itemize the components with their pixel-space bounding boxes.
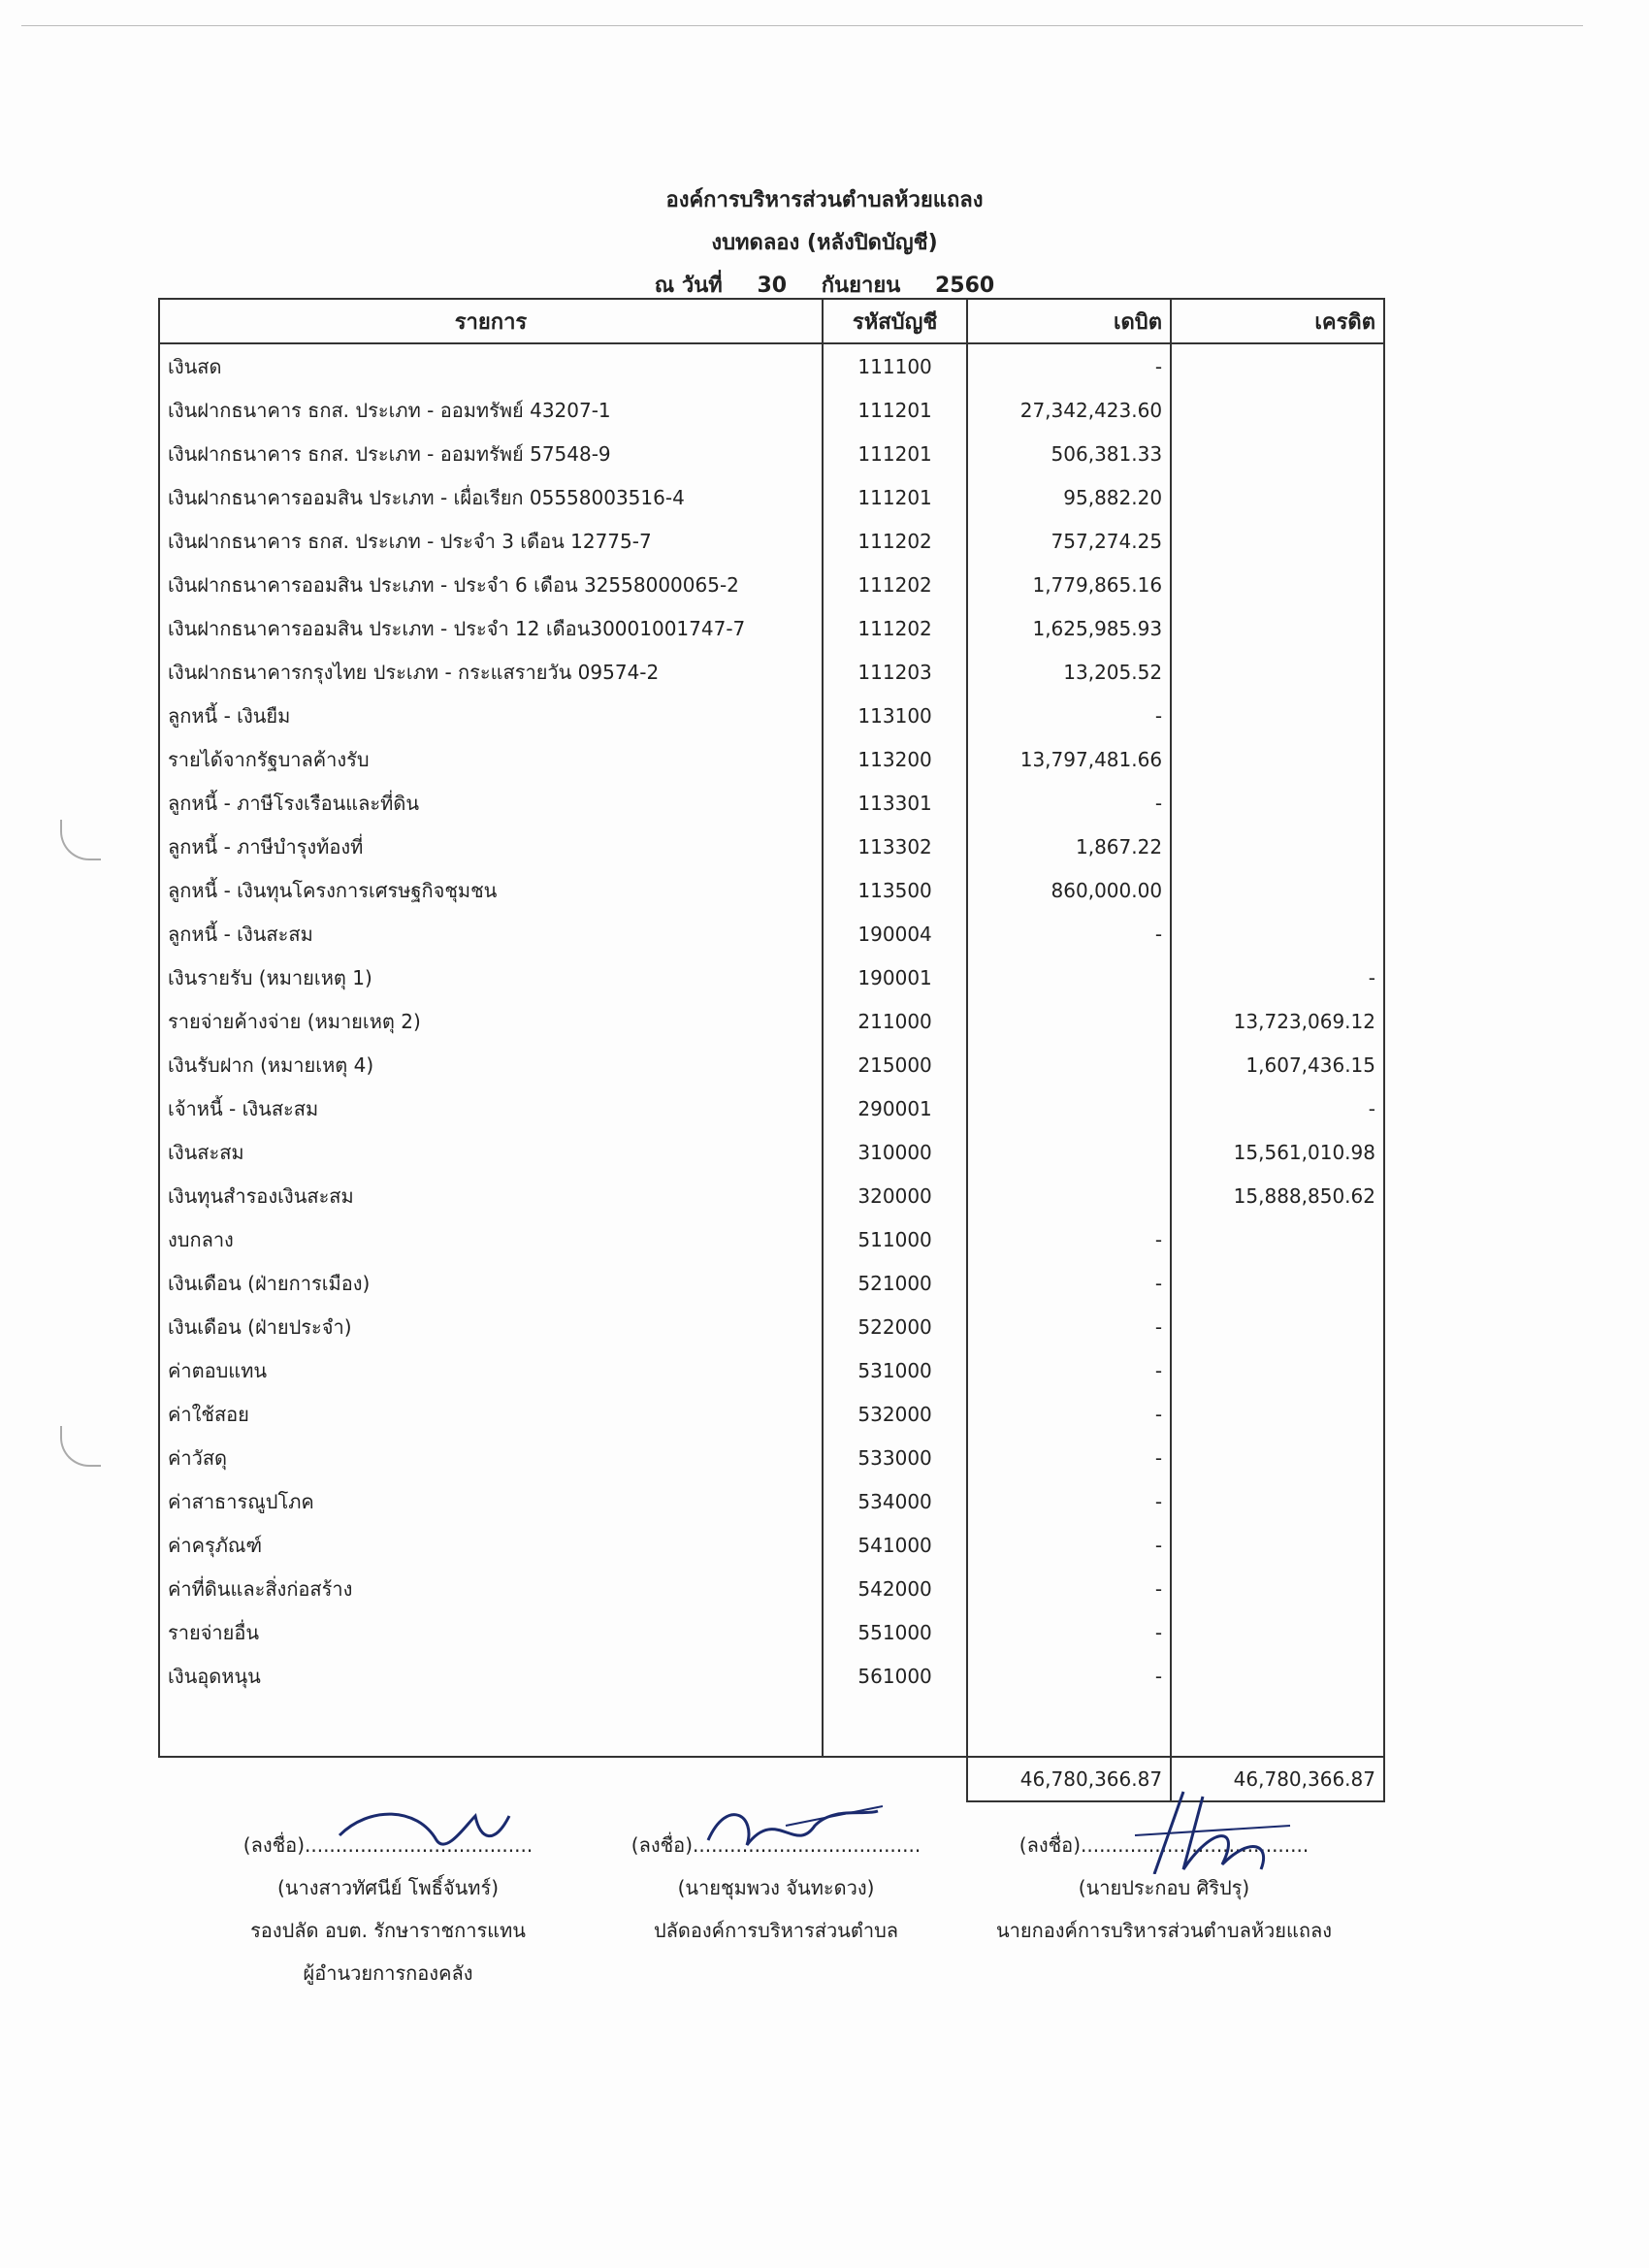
row-debit: - bbox=[967, 1479, 1171, 1523]
row-credit bbox=[1171, 1479, 1384, 1523]
row-item: ลูกหนี้ - ภาษีโรงเรือนและที่ดิน bbox=[159, 781, 823, 825]
row-debit: - bbox=[967, 1523, 1171, 1567]
handwritten-signature bbox=[1116, 1787, 1310, 1874]
row-debit: - bbox=[967, 1305, 1171, 1348]
table-row bbox=[159, 1567, 1384, 1610]
row-item: เงินสด bbox=[159, 343, 823, 388]
row-item: ลูกหนี้ - เงินสะสม bbox=[159, 912, 823, 956]
table-row bbox=[159, 1174, 1384, 1217]
table-row bbox=[159, 650, 1384, 694]
table-row bbox=[159, 606, 1384, 650]
row-code: 533000 bbox=[823, 1436, 967, 1479]
row-item: เงินฝากธนาคารออมสิน ประเภท - ประจำ 12 เดือน30001001747-7 bbox=[159, 606, 823, 650]
table-header-row bbox=[159, 299, 1384, 343]
row-credit bbox=[1171, 781, 1384, 825]
row-debit: 27,342,423.60 bbox=[967, 388, 1171, 432]
row-code: 551000 bbox=[823, 1610, 967, 1654]
row-debit bbox=[967, 1130, 1171, 1174]
table-row bbox=[159, 1392, 1384, 1436]
row-credit bbox=[1171, 912, 1384, 956]
row-credit: - bbox=[1171, 956, 1384, 999]
table-row bbox=[159, 1086, 1384, 1130]
col-header-item: รายการ bbox=[159, 299, 823, 343]
row-code: 511000 bbox=[823, 1217, 967, 1261]
table-row bbox=[159, 1130, 1384, 1174]
row-item: เงินเดือน (ฝ่ายประจำ) bbox=[159, 1305, 823, 1348]
row-credit bbox=[1171, 432, 1384, 475]
row-debit: - bbox=[967, 1261, 1171, 1305]
row-item: รายจ่ายอื่น bbox=[159, 1610, 823, 1654]
table-row bbox=[159, 475, 1384, 519]
row-code: 190004 bbox=[823, 912, 967, 956]
col-header-credit: เครดิต bbox=[1171, 299, 1384, 343]
row-debit: 1,867.22 bbox=[967, 825, 1171, 868]
row-item: เงินเดือน (ฝ่ายการเมือง) bbox=[159, 1261, 823, 1305]
row-item: รายได้จากรัฐบาลค้างรับ bbox=[159, 737, 823, 781]
row-debit: - bbox=[967, 694, 1171, 737]
row-item: รายจ่ายค้างจ่าย (หมายเหตุ 2) bbox=[159, 999, 823, 1043]
row-debit: - bbox=[967, 1436, 1171, 1479]
row-item: เงินฝากธนาคาร ธกส. ประเภท - ประจำ 3 เดือน 12775-7 bbox=[159, 519, 823, 563]
table-row bbox=[159, 1217, 1384, 1261]
row-credit bbox=[1171, 1305, 1384, 1348]
row-credit bbox=[1171, 694, 1384, 737]
table-row bbox=[159, 694, 1384, 737]
table-row bbox=[159, 1305, 1384, 1348]
row-code: 310000 bbox=[823, 1130, 967, 1174]
row-credit bbox=[1171, 1610, 1384, 1654]
table-row bbox=[159, 1610, 1384, 1654]
scan-top-border bbox=[21, 25, 1583, 26]
row-item: เจ้าหนี้ - เงินสะสม bbox=[159, 1086, 823, 1130]
table-row bbox=[159, 1479, 1384, 1523]
row-item: ค่าตอบแทน bbox=[159, 1348, 823, 1392]
row-item: ค่าครุภัณฑ์ bbox=[159, 1523, 823, 1567]
row-code: 190001 bbox=[823, 956, 967, 999]
table-row bbox=[159, 388, 1384, 432]
trial-balance-table bbox=[158, 298, 1385, 1802]
table-row bbox=[159, 1043, 1384, 1086]
row-code: 113301 bbox=[823, 781, 967, 825]
row-item: เงินฝากธนาคารออมสิน ประเภท - ประจำ 6 เดือน 32558000065-2 bbox=[159, 563, 823, 606]
row-item: ลูกหนี้ - เงินยืม bbox=[159, 694, 823, 737]
row-credit bbox=[1171, 519, 1384, 563]
row-item: เงินฝากธนาคารกรุงไทย ประเภท - กระแสรายวัน 09574-2 bbox=[159, 650, 823, 694]
signer-name: (นายประกอบ ศิริปรุ) bbox=[1078, 1876, 1250, 1899]
row-code: 111201 bbox=[823, 475, 967, 519]
row-credit bbox=[1171, 1654, 1384, 1698]
row-item: ค่าใช้สอย bbox=[159, 1392, 823, 1436]
signer-position-2: ผู้อำนวยการกองคลัง bbox=[303, 1961, 473, 1985]
table-row bbox=[159, 1654, 1384, 1698]
document-title: งบทดลอง (หลังปิดบัญชี) bbox=[711, 231, 938, 255]
row-credit bbox=[1171, 650, 1384, 694]
signer-name: (นายชุมพวง จันทะดวง) bbox=[677, 1876, 875, 1899]
row-code: 113200 bbox=[823, 737, 967, 781]
row-debit: 95,882.20 bbox=[967, 475, 1171, 519]
row-debit: - bbox=[967, 1392, 1171, 1436]
table-row bbox=[159, 519, 1384, 563]
row-debit: 757,274.25 bbox=[967, 519, 1171, 563]
row-credit bbox=[1171, 388, 1384, 432]
table-row bbox=[159, 868, 1384, 912]
row-credit: - bbox=[1171, 1086, 1384, 1130]
col-header-debit: เดบิต bbox=[967, 299, 1171, 343]
row-code: 111100 bbox=[823, 343, 967, 388]
row-code: 113500 bbox=[823, 868, 967, 912]
row-debit: 13,205.52 bbox=[967, 650, 1171, 694]
handwritten-signature bbox=[689, 1787, 883, 1874]
signer-position: ปลัดองค์การบริหารส่วนตำบล bbox=[653, 1919, 899, 1942]
row-item: ค่าที่ดินและสิ่งก่อสร้าง bbox=[159, 1567, 823, 1610]
table-row bbox=[159, 563, 1384, 606]
table-row bbox=[159, 956, 1384, 999]
row-debit: - bbox=[967, 912, 1171, 956]
row-code: 211000 bbox=[823, 999, 967, 1043]
row-code: 522000 bbox=[823, 1305, 967, 1348]
row-code: 111202 bbox=[823, 519, 967, 563]
row-code: 113302 bbox=[823, 825, 967, 868]
table-row bbox=[159, 781, 1384, 825]
row-debit: - bbox=[967, 781, 1171, 825]
row-debit bbox=[967, 956, 1171, 999]
date-year: 2560 bbox=[934, 274, 995, 298]
row-code: 111201 bbox=[823, 388, 967, 432]
row-item: เงินฝากธนาคาร ธกส. ประเภท - ออมทรัพย์ 43207-1 bbox=[159, 388, 823, 432]
row-debit bbox=[967, 1043, 1171, 1086]
table-row bbox=[159, 737, 1384, 781]
row-code: 111201 bbox=[823, 432, 967, 475]
row-credit bbox=[1171, 475, 1384, 519]
row-debit: 860,000.00 bbox=[967, 868, 1171, 912]
row-credit bbox=[1171, 1348, 1384, 1392]
row-debit: 1,625,985.93 bbox=[967, 606, 1171, 650]
row-code: 542000 bbox=[823, 1567, 967, 1610]
row-credit bbox=[1171, 825, 1384, 868]
row-code: 113100 bbox=[823, 694, 967, 737]
row-credit bbox=[1171, 868, 1384, 912]
row-credit bbox=[1171, 1261, 1384, 1305]
total-credit: 46,780,366.87 bbox=[1171, 1757, 1384, 1801]
row-credit bbox=[1171, 343, 1384, 388]
row-credit: 15,888,850.62 bbox=[1171, 1174, 1384, 1217]
signature-block-clerk bbox=[601, 1824, 951, 1952]
table-spacer-row bbox=[159, 1698, 1384, 1757]
table-row bbox=[159, 912, 1384, 956]
row-item: เงินอุดหนุน bbox=[159, 1654, 823, 1698]
total-debit: 46,780,366.87 bbox=[967, 1757, 1171, 1801]
row-code: 290001 bbox=[823, 1086, 967, 1130]
row-item: ลูกหนี้ - ภาษีบำรุงท้องที่ bbox=[159, 825, 823, 868]
table-row bbox=[159, 1523, 1384, 1567]
row-item: เงินฝากธนาคารออมสิน ประเภท - เผื่อเรียก 05558003516-4 bbox=[159, 475, 823, 519]
row-item: ลูกหนี้ - เงินทุนโครงการเศรษฐกิจชุมชน bbox=[159, 868, 823, 912]
row-item: เงินรับฝาก (หมายเหตุ 4) bbox=[159, 1043, 823, 1086]
sign-line: (ลงชื่อ)..................................... bbox=[630, 1833, 922, 1857]
row-debit: - bbox=[967, 1348, 1171, 1392]
table-row bbox=[159, 432, 1384, 475]
table-row bbox=[159, 1261, 1384, 1305]
row-debit: 1,779,865.16 bbox=[967, 563, 1171, 606]
row-debit: - bbox=[967, 343, 1171, 388]
row-credit: 13,723,069.12 bbox=[1171, 999, 1384, 1043]
row-debit: - bbox=[967, 1654, 1171, 1698]
row-code: 111202 bbox=[823, 563, 967, 606]
date-month: กันยายน bbox=[821, 274, 901, 298]
table-row bbox=[159, 999, 1384, 1043]
row-code: 111203 bbox=[823, 650, 967, 694]
sign-line: (ลงชื่อ)..................................... bbox=[1018, 1833, 1310, 1857]
row-debit bbox=[967, 999, 1171, 1043]
signer-position: นายกองค์การบริหารส่วนตำบลห้วยแถลง bbox=[996, 1919, 1332, 1942]
row-item: เงินฝากธนาคาร ธกส. ประเภท - ออมทรัพย์ 57548-9 bbox=[159, 432, 823, 475]
row-code: 561000 bbox=[823, 1654, 967, 1698]
row-debit: 506,381.33 bbox=[967, 432, 1171, 475]
table-row bbox=[159, 1436, 1384, 1479]
hole-punch-mark bbox=[60, 1426, 101, 1467]
row-code: 320000 bbox=[823, 1174, 967, 1217]
table-row bbox=[159, 343, 1384, 388]
row-code: 541000 bbox=[823, 1523, 967, 1567]
row-item: เงินทุนสำรองเงินสะสม bbox=[159, 1174, 823, 1217]
hole-punch-mark bbox=[60, 820, 101, 860]
row-credit bbox=[1171, 1523, 1384, 1567]
row-credit bbox=[1171, 1436, 1384, 1479]
row-credit bbox=[1171, 737, 1384, 781]
row-code: 531000 bbox=[823, 1348, 967, 1392]
signature-block-mayor bbox=[970, 1824, 1358, 1952]
row-debit: 13,797,481.66 bbox=[967, 737, 1171, 781]
row-debit bbox=[967, 1086, 1171, 1130]
date-day: 30 bbox=[757, 274, 788, 298]
row-item: เงินสะสม bbox=[159, 1130, 823, 1174]
row-credit bbox=[1171, 1567, 1384, 1610]
row-item: ค่าสาธารณูปโภค bbox=[159, 1479, 823, 1523]
row-code: 111202 bbox=[823, 606, 967, 650]
row-credit bbox=[1171, 563, 1384, 606]
row-item: งบกลาง bbox=[159, 1217, 823, 1261]
document-header bbox=[0, 179, 1649, 308]
org-name: องค์การบริหารส่วนตำบลห้วยแถลง bbox=[665, 188, 984, 212]
sign-line: (ลงชื่อ)..................................... bbox=[242, 1833, 534, 1857]
row-code: 534000 bbox=[823, 1479, 967, 1523]
row-debit bbox=[967, 1174, 1171, 1217]
signature-block-finance bbox=[194, 1824, 582, 1994]
row-debit: - bbox=[967, 1217, 1171, 1261]
row-credit bbox=[1171, 1392, 1384, 1436]
row-credit bbox=[1171, 606, 1384, 650]
row-debit: - bbox=[967, 1567, 1171, 1610]
date-prefix: ณ วันที่ bbox=[654, 274, 723, 298]
col-header-code: รหัสบัญชี bbox=[823, 299, 967, 343]
row-debit: - bbox=[967, 1610, 1171, 1654]
signer-name: (นางสาวทัศนีย์ โพธิ์จันทร์) bbox=[276, 1876, 500, 1899]
row-code: 215000 bbox=[823, 1043, 967, 1086]
handwritten-signature bbox=[330, 1787, 524, 1874]
signer-position: รองปลัด อบต. รักษาราชการแทน bbox=[250, 1919, 526, 1942]
row-credit bbox=[1171, 1217, 1384, 1261]
row-item: ค่าวัสดุ bbox=[159, 1436, 823, 1479]
row-credit: 1,607,436.15 bbox=[1171, 1043, 1384, 1086]
row-credit: 15,561,010.98 bbox=[1171, 1130, 1384, 1174]
table-row bbox=[159, 1348, 1384, 1392]
row-code: 532000 bbox=[823, 1392, 967, 1436]
table-row bbox=[159, 825, 1384, 868]
row-code: 521000 bbox=[823, 1261, 967, 1305]
row-item: เงินรายรับ (หมายเหตุ 1) bbox=[159, 956, 823, 999]
